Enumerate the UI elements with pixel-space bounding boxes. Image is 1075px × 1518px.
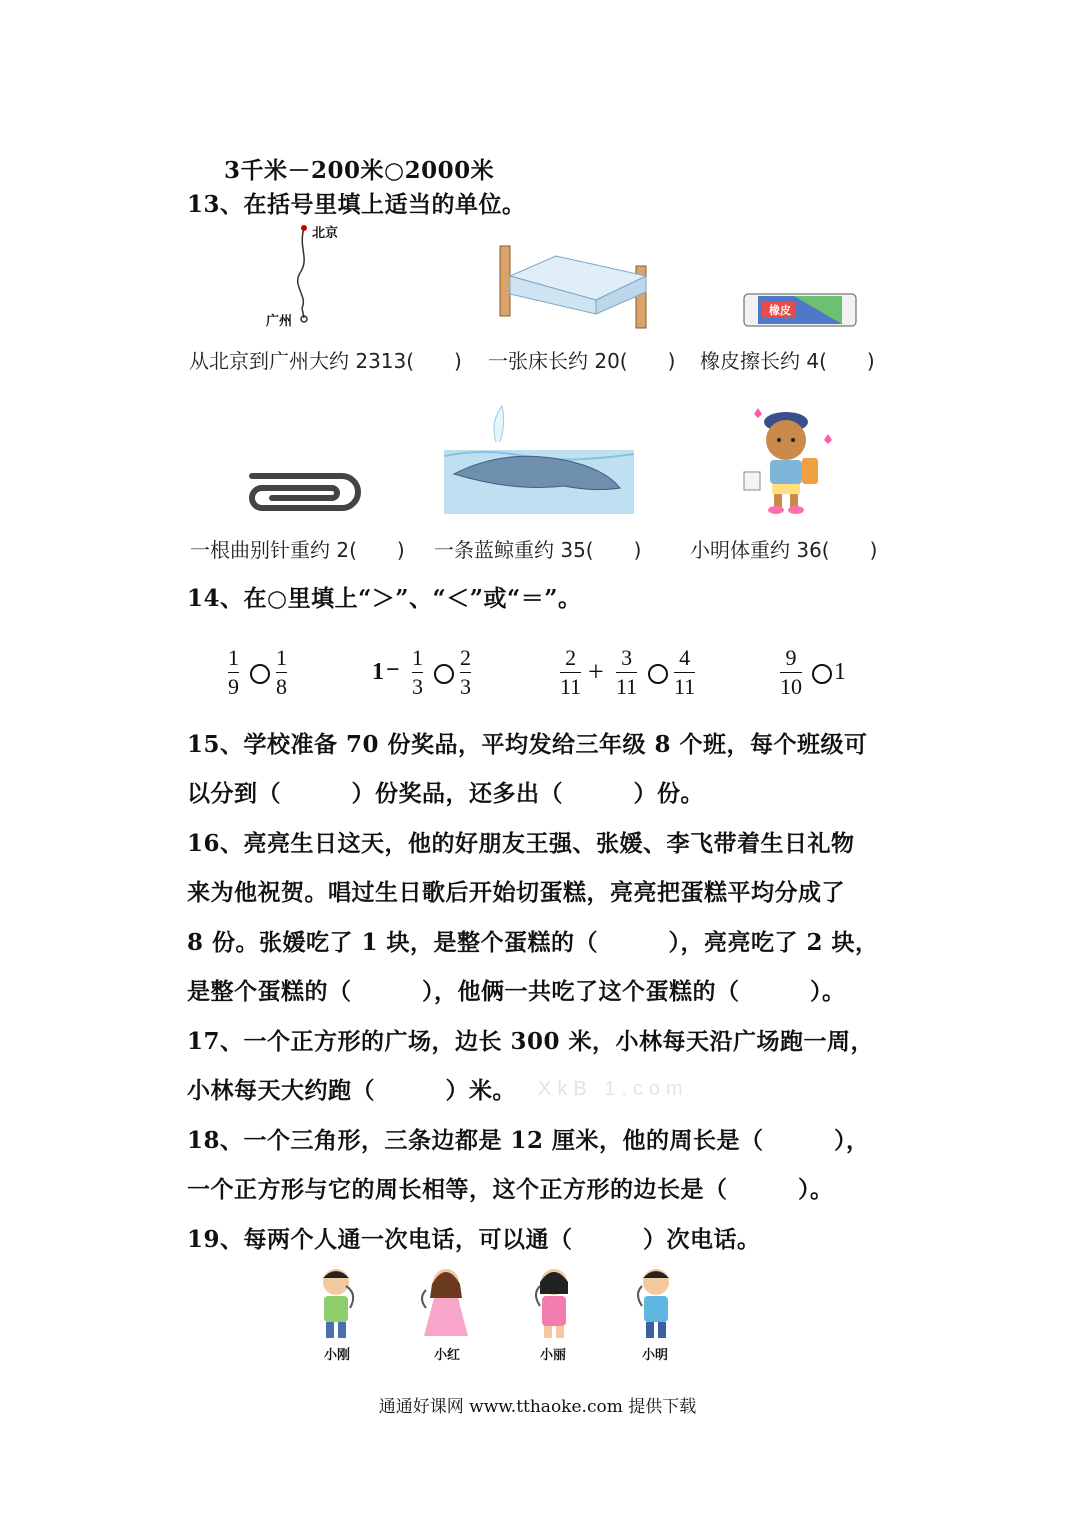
map-label-guangzhou: 广州 [266,314,293,329]
denominator: 3 [412,674,423,699]
compare-circle-4[interactable] [812,664,832,684]
kid-xiaohong [414,1264,478,1363]
question-13: 13、在括号里填上适当的单位。 [187,191,526,218]
caption-xiaoming: 小明体重约 36( ) [690,538,878,562]
number-one-end: 1 [834,659,846,685]
question-19: 19、每两个人通一次电话，可以通（ ）次电话。 [187,1226,761,1253]
numerator: 4 [679,645,691,670]
number-one: 1 [372,659,384,685]
caption-eraser: 橡皮擦长约 4( ) [700,349,875,373]
denominator: 10 [780,674,802,699]
question-16-line-1: 16、亮亮生日这天，他的好朋友王强、张媛、李飞带着生日礼物 [187,830,855,857]
kid-name-xiaohong: 小红 [434,1348,461,1363]
fraction-3-11 [616,646,637,699]
kid-xiaoli [524,1264,584,1363]
compare-circle-1[interactable] [250,664,270,684]
question-14: 14、在○里填上“＞”、“＜”或“＝”。 [187,585,582,612]
bear-boy-illustration [736,400,836,516]
fraction-9-10 [780,646,802,699]
numerator: 3 [621,645,633,670]
fraction-1-3 [412,646,423,699]
caption-beijing-guangzhou: 从北京到广州大约 2313( ) [189,349,462,373]
question-16-line-3: 8 份。张媛吃了 1 块，是整个蛋糕的（ ），亮亮吃了 2 块， [187,929,879,956]
plus-sign: + [588,657,604,688]
denominator: 11 [616,674,638,699]
whale-illustration [444,396,634,514]
numerator: 1 [412,645,423,670]
minus-sign: − [386,657,400,683]
kid-xiaoming [626,1264,686,1363]
question-18-line-1: 18、一个三角形，三条边都是 12 厘米，他的周长是（ ）， [187,1127,870,1154]
fraction-1-9 [228,646,239,699]
numerator: 1 [228,645,239,670]
question-17-line-1: 17、一个正方形的广场，边长 300 米，小林每天沿广场跑一周， [187,1028,875,1055]
numerator: 1 [276,645,287,670]
eraser-illustration [742,290,858,330]
question-17-line-2: 小林每天大约跑（ ）米。 [187,1077,516,1104]
kid-name-xiaoming: 小明 [642,1348,669,1363]
denominator: 9 [228,674,239,699]
line-12-comparison: 3千米－200米○2000米 [224,157,495,184]
watermark: XkB 1.com [538,1078,689,1100]
caption-paperclip: 一根曲别针重约 2( ) [190,538,405,562]
fraction-2-3 [460,646,471,699]
question-16-line-4: 是整个蛋糕的（ ），他俩一共吃了这个蛋糕的（ ）。 [187,978,846,1005]
question-16-line-2: 来为他祝贺。唱过生日歌后开始切蛋糕，亮亮把蛋糕平均分成了 [187,879,845,906]
kid-xiaogang [306,1264,366,1363]
caption-bed: 一张床长约 20( ) [488,349,676,373]
bed-illustration [496,236,652,330]
paperclip-illustration [232,470,366,514]
denominator: 8 [276,674,287,699]
denominator: 3 [460,674,471,699]
question-15-line-2: 以分到（ ）份奖品，还多出（ ）份。 [187,780,704,807]
compare-circle-3[interactable] [648,664,668,684]
map-label-beijing: 北京 [312,226,339,241]
kid-name-xiaoli: 小丽 [540,1348,567,1363]
question-18-line-2: 一个正方形与它的周长相等，这个正方形的边长是（ ）。 [187,1176,834,1203]
numerator: 2 [460,645,471,670]
kid-name-xiaogang: 小刚 [324,1348,351,1363]
map-illustration [262,218,352,328]
eraser-label: 橡皮 [769,304,791,317]
fraction-4-11 [674,646,695,699]
caption-whale: 一条蓝鲸重约 35( ) [434,538,642,562]
denominator: 11 [674,674,696,699]
page-footer: 通通好课网 www.tthaoke.com 提供下载 [378,1397,697,1417]
denominator: 11 [560,674,582,699]
numerator: 2 [565,645,577,670]
fraction-2-11 [560,646,581,699]
fraction-1-8 [276,646,287,699]
numerator: 9 [785,645,797,670]
compare-circle-2[interactable] [434,664,454,684]
question-15-line-1: 15、学校准备 70 份奖品，平均发给三年级 8 个班，每个班级可 [187,731,868,758]
